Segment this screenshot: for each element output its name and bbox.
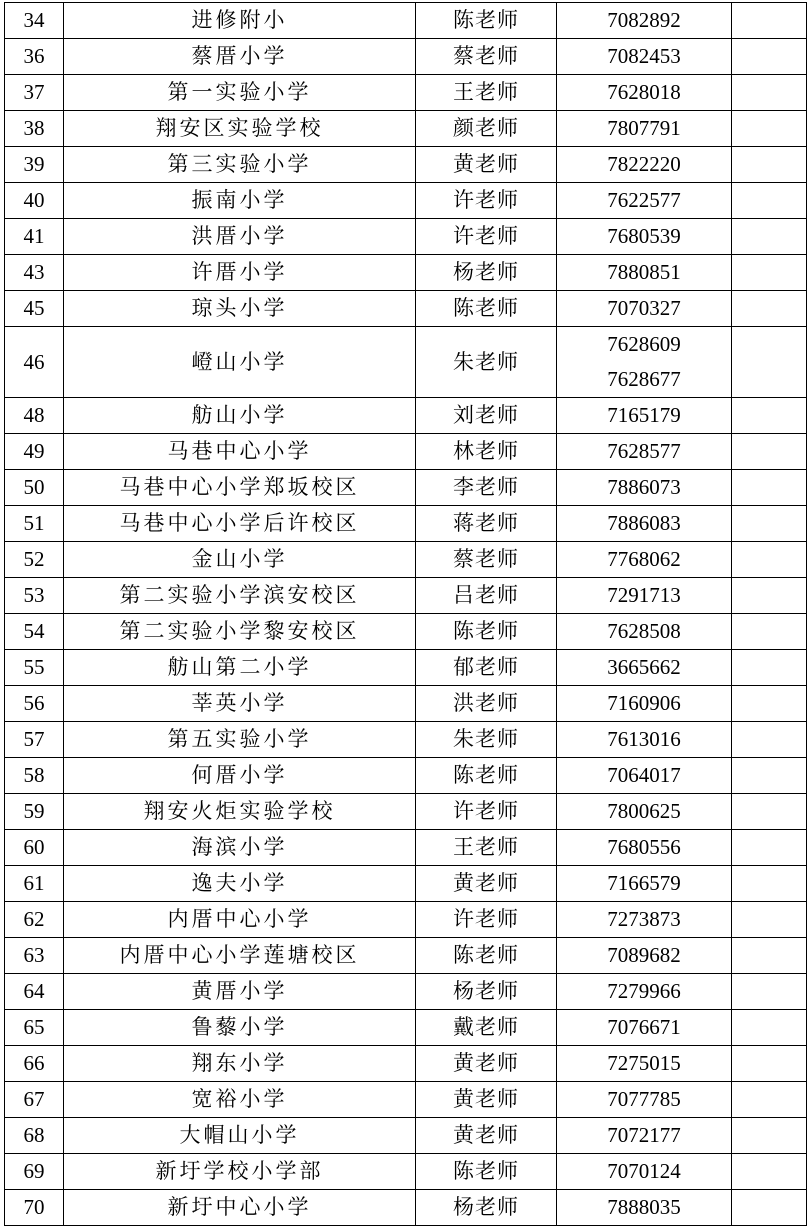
empty-cell (732, 938, 807, 974)
row-number: 69 (5, 1154, 64, 1190)
teacher-name: 李老师 (416, 470, 557, 506)
school-name: 嶝山小学 (64, 327, 416, 398)
phone-cell (557, 1010, 732, 1046)
table-row (5, 1190, 807, 1226)
empty-cell (732, 794, 807, 830)
school-name: 莘英小学 (64, 686, 416, 722)
empty-cell (732, 1118, 807, 1154)
phone-number: 7768062 (607, 547, 681, 571)
teacher-name: 戴老师 (416, 1010, 557, 1046)
school-name: 第一实验小学 (64, 75, 416, 111)
empty-cell (732, 111, 807, 147)
table-row (5, 830, 807, 866)
school-name: 第二实验小学滨安校区 (64, 578, 416, 614)
teacher-name: 许老师 (416, 794, 557, 830)
teacher-name: 许老师 (416, 219, 557, 255)
row-number: 34 (5, 3, 64, 39)
empty-cell (732, 219, 807, 255)
row-number: 60 (5, 830, 64, 866)
row-number: 55 (5, 650, 64, 686)
school-name: 舫山小学 (64, 398, 416, 434)
row-number: 61 (5, 866, 64, 902)
phone-number: 7275015 (607, 1051, 681, 1075)
phone-cell (557, 614, 732, 650)
table-row (5, 578, 807, 614)
table-row (5, 686, 807, 722)
row-number: 65 (5, 1010, 64, 1046)
row-number: 41 (5, 219, 64, 255)
table-row (5, 794, 807, 830)
empty-cell (732, 470, 807, 506)
school-name: 第二实验小学黎安校区 (64, 614, 416, 650)
phone-number: 7886083 (607, 511, 681, 535)
school-name: 翔安区实验学校 (64, 111, 416, 147)
phone-cell (557, 470, 732, 506)
empty-cell (732, 722, 807, 758)
teacher-name: 吕老师 (416, 578, 557, 614)
empty-cell (732, 39, 807, 75)
row-number: 70 (5, 1190, 64, 1226)
phone-number: 7880851 (607, 260, 681, 284)
teacher-name: 朱老师 (416, 327, 557, 398)
row-number: 45 (5, 291, 64, 327)
phone-number: 7089682 (607, 943, 681, 967)
phone-number: 7888035 (607, 1195, 681, 1219)
phone-cell (557, 1190, 732, 1226)
row-number: 36 (5, 39, 64, 75)
phone-cell (557, 830, 732, 866)
table-row (5, 470, 807, 506)
phone-cell (557, 219, 732, 255)
phone-cell (557, 1046, 732, 1082)
teacher-name: 黄老师 (416, 866, 557, 902)
teacher-name: 陈老师 (416, 614, 557, 650)
table-row (5, 1082, 807, 1118)
row-number: 39 (5, 147, 64, 183)
table-row (5, 291, 807, 327)
empty-cell (732, 291, 807, 327)
phone-number: 7064017 (607, 763, 681, 787)
table-row (5, 39, 807, 75)
phone-number: 7070124 (607, 1159, 681, 1183)
row-number: 51 (5, 506, 64, 542)
phone-cell (557, 578, 732, 614)
school-name: 马巷中心小学 (64, 434, 416, 470)
teacher-name: 洪老师 (416, 686, 557, 722)
school-name: 黄厝小学 (64, 974, 416, 1010)
empty-cell (732, 255, 807, 291)
phone-number: 7680556 (607, 835, 681, 859)
table-row (5, 147, 807, 183)
teacher-name: 黄老师 (416, 1082, 557, 1118)
school-name: 金山小学 (64, 542, 416, 578)
school-name: 翔东小学 (64, 1046, 416, 1082)
teacher-name: 蔡老师 (416, 39, 557, 75)
phone-cell (557, 758, 732, 794)
teacher-name: 朱老师 (416, 722, 557, 758)
phone-cell (557, 39, 732, 75)
school-name: 新圩学校小学部 (64, 1154, 416, 1190)
empty-cell (732, 1010, 807, 1046)
phone-number: 7628018 (607, 80, 681, 104)
teacher-name: 郁老师 (416, 650, 557, 686)
phone-number: 7628508 (607, 619, 681, 643)
empty-cell (732, 3, 807, 39)
table-row (5, 3, 807, 39)
phone-number: 7076671 (607, 1015, 681, 1039)
teacher-name: 黄老师 (416, 1118, 557, 1154)
school-name: 洪厝小学 (64, 219, 416, 255)
phone-cell (557, 902, 732, 938)
phone-number: 7628609 (607, 332, 681, 356)
contact-table (4, 2, 807, 1226)
school-name: 马巷中心小学郑坂校区 (64, 470, 416, 506)
school-name: 舫山第二小学 (64, 650, 416, 686)
phone-cell (557, 1082, 732, 1118)
teacher-name: 王老师 (416, 830, 557, 866)
empty-cell (732, 614, 807, 650)
table-row (5, 1046, 807, 1082)
row-number: 67 (5, 1082, 64, 1118)
teacher-name: 杨老师 (416, 1190, 557, 1226)
phone-cell (557, 974, 732, 1010)
empty-cell (732, 327, 807, 398)
phone-cell (557, 75, 732, 111)
school-name: 琼头小学 (64, 291, 416, 327)
table-row (5, 614, 807, 650)
school-name: 内厝中心小学莲塘校区 (64, 938, 416, 974)
empty-cell (732, 974, 807, 1010)
teacher-name: 黄老师 (416, 1046, 557, 1082)
school-name: 逸夫小学 (64, 866, 416, 902)
phone-number: 7082453 (607, 44, 681, 68)
phone-cell (557, 434, 732, 470)
empty-cell (732, 1154, 807, 1190)
empty-cell (732, 866, 807, 902)
empty-cell (732, 1082, 807, 1118)
row-number: 48 (5, 398, 64, 434)
teacher-name: 陈老师 (416, 1154, 557, 1190)
phone-cell (557, 255, 732, 291)
school-name: 第五实验小学 (64, 722, 416, 758)
row-number: 68 (5, 1118, 64, 1154)
phone-number: 7077785 (607, 1087, 681, 1111)
teacher-name: 许老师 (416, 183, 557, 219)
school-name: 新圩中心小学 (64, 1190, 416, 1226)
phone-cell (557, 938, 732, 974)
row-number: 46 (5, 327, 64, 398)
row-number: 50 (5, 470, 64, 506)
row-number: 37 (5, 75, 64, 111)
teacher-name: 黄老师 (416, 147, 557, 183)
row-number: 52 (5, 542, 64, 578)
table-row (5, 327, 807, 398)
row-number: 49 (5, 434, 64, 470)
table-body (5, 3, 807, 1226)
school-name: 大帽山小学 (64, 1118, 416, 1154)
empty-cell (732, 434, 807, 470)
table-row (5, 434, 807, 470)
table-row (5, 1010, 807, 1046)
empty-cell (732, 147, 807, 183)
phone-number: 3665662 (607, 655, 681, 679)
phone-number: 7166579 (607, 871, 681, 895)
phone-number: 7807791 (607, 116, 681, 140)
phone-cell (557, 398, 732, 434)
phone-number: 7800625 (607, 799, 681, 823)
table-row (5, 902, 807, 938)
teacher-name: 林老师 (416, 434, 557, 470)
table-row (5, 111, 807, 147)
phone-number: 7628677 (607, 367, 681, 391)
phone-cell (557, 111, 732, 147)
empty-cell (732, 686, 807, 722)
table-row (5, 758, 807, 794)
phone-cell (557, 866, 732, 902)
teacher-name: 杨老师 (416, 974, 557, 1010)
row-number: 58 (5, 758, 64, 794)
teacher-name: 陈老师 (416, 938, 557, 974)
phone-number: 7822220 (607, 152, 681, 176)
school-name: 蔡厝小学 (64, 39, 416, 75)
teacher-name: 陈老师 (416, 3, 557, 39)
row-number: 59 (5, 794, 64, 830)
teacher-name: 陈老师 (416, 758, 557, 794)
phone-cell (557, 686, 732, 722)
phone-cell (557, 147, 732, 183)
empty-cell (732, 506, 807, 542)
table-row (5, 938, 807, 974)
phone-cell (557, 291, 732, 327)
row-number: 66 (5, 1046, 64, 1082)
table-row (5, 722, 807, 758)
phone-cell (557, 1154, 732, 1190)
phone-number: 7165179 (607, 403, 681, 427)
school-name: 许厝小学 (64, 255, 416, 291)
phone-number: 7273873 (607, 907, 681, 931)
phone-number: 7160906 (607, 691, 681, 715)
phone-cell (557, 506, 732, 542)
row-number: 57 (5, 722, 64, 758)
empty-cell (732, 398, 807, 434)
school-name: 振南小学 (64, 183, 416, 219)
table-row (5, 506, 807, 542)
table-row (5, 75, 807, 111)
table-row (5, 1118, 807, 1154)
row-number: 64 (5, 974, 64, 1010)
table-row (5, 1154, 807, 1190)
empty-cell (732, 650, 807, 686)
school-name: 海滨小学 (64, 830, 416, 866)
teacher-name: 颜老师 (416, 111, 557, 147)
empty-cell (732, 902, 807, 938)
phone-number: 7291713 (607, 583, 681, 607)
phone-number: 7622577 (607, 188, 681, 212)
table-row (5, 183, 807, 219)
phone-cell (557, 1118, 732, 1154)
empty-cell (732, 1190, 807, 1226)
phone-number: 7072177 (607, 1123, 681, 1147)
phone-cell (557, 542, 732, 578)
table-row (5, 866, 807, 902)
row-number: 40 (5, 183, 64, 219)
teacher-name: 杨老师 (416, 255, 557, 291)
phone-number: 7886073 (607, 475, 681, 499)
row-number: 53 (5, 578, 64, 614)
phone-cell (557, 650, 732, 686)
row-number: 56 (5, 686, 64, 722)
phone-cell (557, 3, 732, 39)
empty-cell (732, 75, 807, 111)
empty-cell (732, 1046, 807, 1082)
empty-cell (732, 830, 807, 866)
school-name: 宽裕小学 (64, 1082, 416, 1118)
school-name: 进修附小 (64, 3, 416, 39)
row-number: 54 (5, 614, 64, 650)
phone-number: 7613016 (607, 727, 681, 751)
teacher-name: 蒋老师 (416, 506, 557, 542)
phone-cell (557, 183, 732, 219)
teacher-name: 蔡老师 (416, 542, 557, 578)
teacher-name: 许老师 (416, 902, 557, 938)
empty-cell (732, 578, 807, 614)
row-number: 43 (5, 255, 64, 291)
phone-cell (557, 722, 732, 758)
school-name: 翔安火炬实验学校 (64, 794, 416, 830)
phone-number: 7279966 (607, 979, 681, 1003)
phone-number: 7628577 (607, 439, 681, 463)
school-name: 鲁藜小学 (64, 1010, 416, 1046)
teacher-name: 刘老师 (416, 398, 557, 434)
school-name: 第三实验小学 (64, 147, 416, 183)
empty-cell (732, 542, 807, 578)
empty-cell (732, 758, 807, 794)
row-number: 62 (5, 902, 64, 938)
teacher-name: 陈老师 (416, 291, 557, 327)
table-row (5, 974, 807, 1010)
phone-cell (557, 794, 732, 830)
school-name: 马巷中心小学后许校区 (64, 506, 416, 542)
row-number: 63 (5, 938, 64, 974)
phone-number: 7680539 (607, 224, 681, 248)
row-number: 38 (5, 111, 64, 147)
school-name: 内厝中心小学 (64, 902, 416, 938)
table-row (5, 650, 807, 686)
empty-cell (732, 183, 807, 219)
table-row (5, 255, 807, 291)
phone-cell (557, 327, 732, 398)
table-row (5, 219, 807, 255)
table-row (5, 398, 807, 434)
teacher-name: 王老师 (416, 75, 557, 111)
phone-number: 7070327 (607, 296, 681, 320)
phone-number: 7082892 (607, 8, 681, 32)
table-row (5, 542, 807, 578)
school-name: 何厝小学 (64, 758, 416, 794)
